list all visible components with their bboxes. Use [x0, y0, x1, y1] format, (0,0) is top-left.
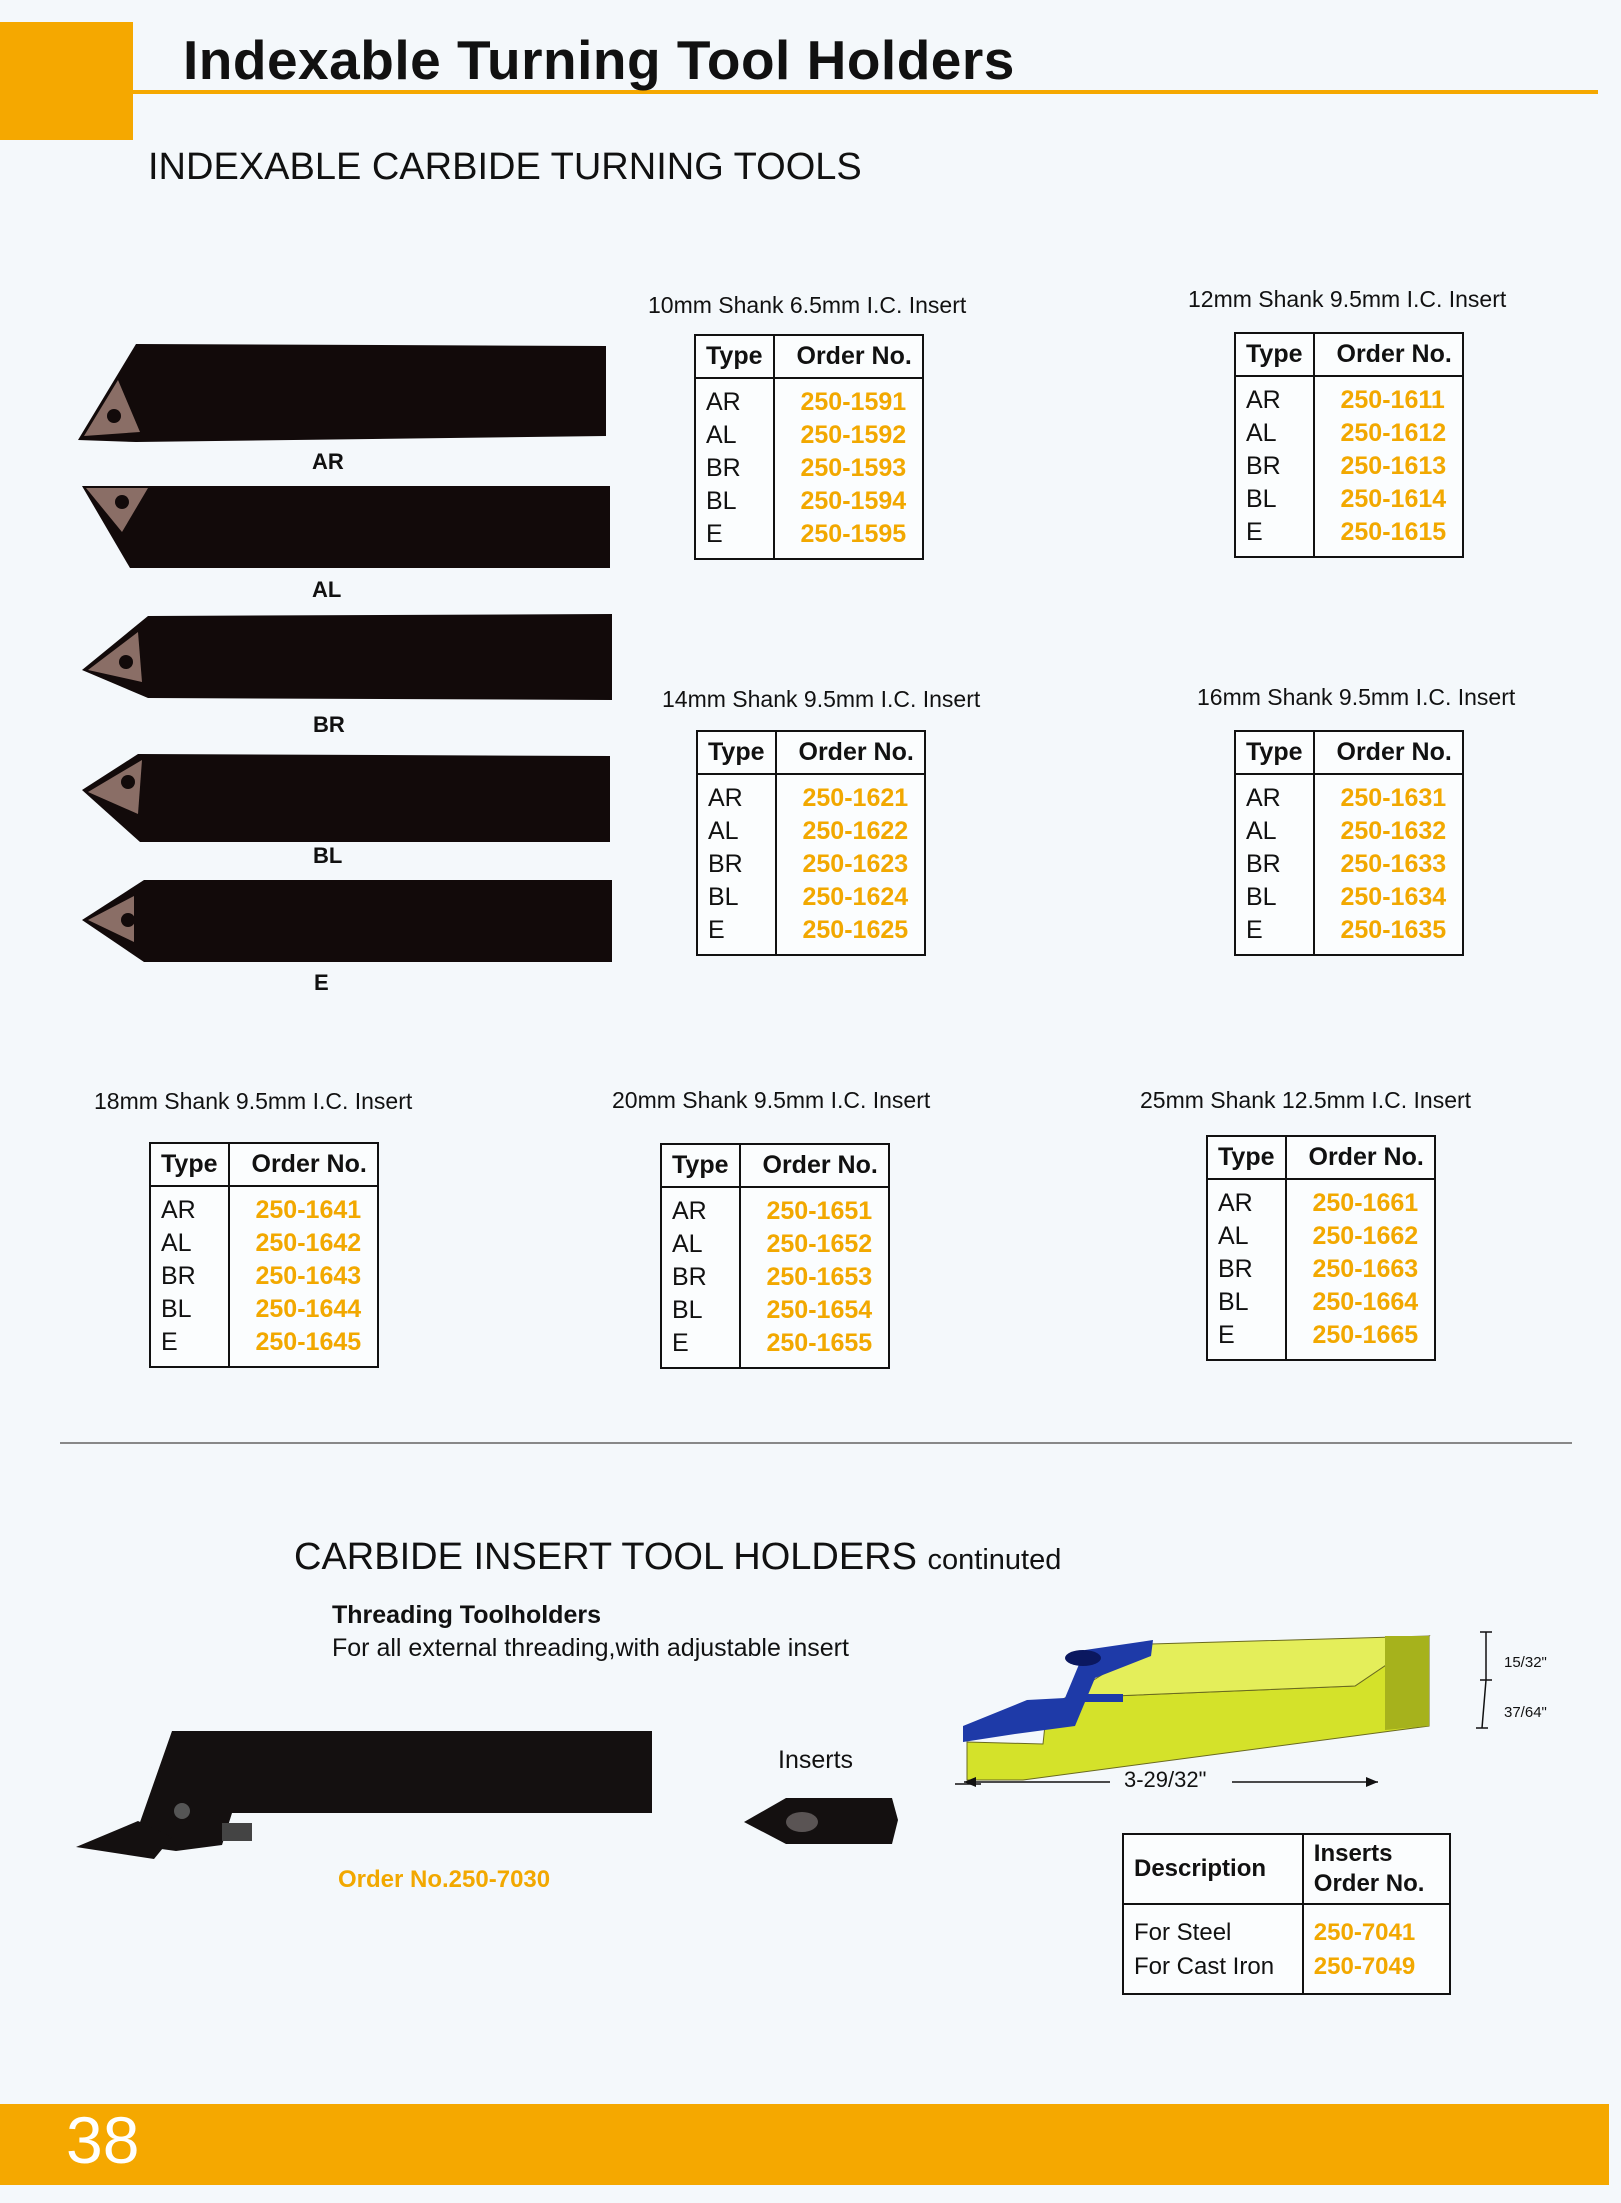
- col-header-order: Order No.: [1314, 731, 1463, 774]
- threading-description: For all external threading,with adjustable insert: [332, 1634, 849, 1662]
- table-caption: 20mm Shank 9.5mm I.C. Insert: [612, 1087, 931, 1113]
- table-row: [1235, 774, 1463, 815]
- type-cell: BR: [695, 452, 774, 485]
- col-header-order: Order No.: [774, 335, 923, 378]
- inserts-label: Inserts: [778, 1746, 854, 1774]
- order-number-cell: 250-1593: [800, 454, 907, 482]
- type-cell: BR: [1207, 1253, 1286, 1286]
- table-row: [150, 1260, 378, 1293]
- order-number-cell: 250-1643: [255, 1262, 362, 1290]
- table-row: [1123, 1950, 1450, 1994]
- order-table: [1234, 730, 1464, 956]
- order-number-cell: 250-1611: [1340, 386, 1445, 414]
- order-number-cell: 250-1652: [766, 1230, 873, 1258]
- section-title: INDEXABLE CARBIDE TURNING TOOLS: [148, 146, 862, 188]
- order-number-cell: 250-1634: [1340, 883, 1447, 911]
- type-cell: BL: [150, 1293, 229, 1326]
- table-row: [1207, 1179, 1435, 1220]
- type-cell: E: [661, 1327, 740, 1368]
- table-row: [1207, 1319, 1435, 1360]
- table-row: [695, 485, 923, 518]
- order-number-cell: 250-1595: [800, 520, 907, 548]
- table-row: [1235, 450, 1463, 483]
- order-number-cell: 250-1621: [802, 784, 909, 812]
- col-header-order: Order No.: [740, 1144, 889, 1187]
- order-table: [1206, 1135, 1436, 1361]
- order-number-cell: 250-1635: [1340, 916, 1447, 944]
- tool-holder-e-image: [82, 876, 617, 966]
- col-header-order: Order No.: [1286, 1136, 1435, 1179]
- header-accent-block: [0, 22, 133, 140]
- description-cell: For Steel: [1123, 1904, 1303, 1950]
- tool-label-ar: AR: [312, 449, 344, 474]
- col-header-order-no: Order No.: [1313, 1870, 1425, 1897]
- table-row: [661, 1327, 889, 1368]
- type-cell: E: [1235, 516, 1314, 557]
- col-header-type: Type: [150, 1143, 229, 1186]
- table-row: [661, 1228, 889, 1261]
- dimension-arrows: [1466, 1630, 1496, 1730]
- type-cell: AL: [661, 1228, 740, 1261]
- type-cell: BL: [1235, 881, 1314, 914]
- type-cell: BL: [695, 485, 774, 518]
- page-number: 38: [66, 2103, 140, 2177]
- order-number-cell: 250-1644: [255, 1295, 362, 1323]
- type-cell: AL: [1207, 1220, 1286, 1253]
- table-row: [695, 419, 923, 452]
- table-row: [1207, 1286, 1435, 1319]
- tool-holder-br-image: [82, 612, 617, 704]
- table-row: [697, 914, 925, 955]
- tool-label-al: AL: [312, 577, 342, 602]
- type-cell: AR: [1235, 376, 1314, 417]
- insert-image: [744, 1792, 900, 1850]
- table-row: [695, 378, 923, 419]
- type-cell: AL: [1235, 417, 1314, 450]
- table-row: [695, 452, 923, 485]
- col-header-type: Type: [697, 731, 776, 774]
- type-cell: AR: [695, 378, 774, 419]
- tool-holder-ar-image: [78, 344, 613, 446]
- table-row: [1235, 914, 1463, 955]
- order-number-cell: 250-1623: [802, 850, 909, 878]
- col-header-description: Description: [1123, 1834, 1303, 1904]
- threading-order-number: Order No.250-7030: [338, 1866, 551, 1893]
- threading-subtitle: Threading Toolholders: [332, 1601, 601, 1629]
- col-header-order: Order No.: [1314, 333, 1463, 376]
- footer-bar: [0, 2104, 1609, 2185]
- table-row: [150, 1293, 378, 1326]
- tool-label-br: BR: [313, 712, 345, 737]
- type-cell: BL: [1235, 483, 1314, 516]
- order-number-cell: 250-1641: [255, 1196, 362, 1224]
- table-row: [661, 1187, 889, 1228]
- type-cell: AL: [697, 815, 776, 848]
- type-cell: AR: [1207, 1179, 1286, 1220]
- table-row: [661, 1294, 889, 1327]
- type-cell: AL: [150, 1227, 229, 1260]
- table-caption: 14mm Shank 9.5mm I.C. Insert: [662, 686, 981, 712]
- type-cell: BL: [661, 1294, 740, 1327]
- tool-label-bl: BL: [313, 843, 343, 868]
- continued-label: continuted: [927, 1544, 1062, 1576]
- type-cell: BR: [150, 1260, 229, 1293]
- order-number-cell: 250-1663: [1312, 1255, 1419, 1283]
- order-number-cell: 250-1653: [766, 1263, 873, 1291]
- order-number-cell: 250-7049: [1313, 1953, 1416, 1980]
- tool-holder-al-image: [82, 482, 617, 572]
- order-number-cell: 250-1645: [255, 1328, 362, 1356]
- table-row: [1207, 1253, 1435, 1286]
- tool-holder-bl-image: [82, 750, 617, 846]
- carbide-title-text: CARBIDE INSERT TOOL HOLDERS: [294, 1536, 917, 1578]
- col-header-inserts: Inserts: [1313, 1840, 1393, 1867]
- threading-toolholder-image: [72, 1727, 662, 1862]
- order-number-cell: 250-1612: [1340, 419, 1447, 447]
- order-number-cell: 250-1664: [1312, 1288, 1419, 1316]
- order-number-cell: 250-1632: [1340, 817, 1447, 845]
- table-row: [1235, 417, 1463, 450]
- dimension-height: 15/32": [1504, 1654, 1547, 1671]
- order-number-cell: 250-1654: [766, 1296, 873, 1324]
- type-cell: BL: [697, 881, 776, 914]
- type-cell: AR: [1235, 774, 1314, 815]
- table-row: [1235, 848, 1463, 881]
- table-row: [1235, 516, 1463, 557]
- order-number-cell: 250-1625: [802, 916, 909, 944]
- col-header-type: Type: [1235, 731, 1314, 774]
- table-row: [1235, 483, 1463, 516]
- order-table: [1234, 332, 1464, 558]
- type-cell: E: [1207, 1319, 1286, 1360]
- type-cell: AR: [661, 1187, 740, 1228]
- order-number-cell: 250-1633: [1340, 850, 1447, 878]
- table-row: [697, 815, 925, 848]
- order-number-cell: 250-1622: [802, 817, 909, 845]
- carbide-section-title: [294, 1536, 1061, 1579]
- order-number-cell: 250-1615: [1340, 518, 1447, 546]
- type-cell: AL: [695, 419, 774, 452]
- type-cell: BR: [1235, 848, 1314, 881]
- order-number-cell: 250-1591: [800, 388, 907, 416]
- order-number-cell: 250-1661: [1312, 1189, 1419, 1217]
- order-number-cell: 250-1662: [1312, 1222, 1419, 1250]
- table-row: [150, 1186, 378, 1227]
- type-cell: BR: [1235, 450, 1314, 483]
- section-divider: [60, 1442, 1572, 1444]
- table-row: [695, 518, 923, 559]
- type-cell: BR: [661, 1261, 740, 1294]
- type-cell: E: [150, 1326, 229, 1367]
- order-number-cell: 250-1614: [1340, 485, 1447, 513]
- table-row: [1235, 376, 1463, 417]
- type-cell: E: [1235, 914, 1314, 955]
- type-cell: AL: [1235, 815, 1314, 848]
- inserts-order-table: [1122, 1833, 1451, 1995]
- col-header-type: Type: [1235, 333, 1314, 376]
- order-number-cell: 250-1624: [802, 883, 909, 911]
- description-cell: For Cast Iron: [1123, 1950, 1303, 1994]
- table-caption: 16mm Shank 9.5mm I.C. Insert: [1197, 684, 1516, 710]
- col-header-order: Order No.: [229, 1143, 378, 1186]
- order-number-cell: 250-1665: [1312, 1321, 1419, 1349]
- order-table: [694, 334, 924, 560]
- col-header-inserts-order: [1303, 1834, 1450, 1904]
- page-title: Indexable Turning Tool Holders: [183, 29, 1015, 91]
- table-row: [697, 881, 925, 914]
- order-number-cell: 250-1592: [800, 421, 907, 449]
- table-row: [150, 1227, 378, 1260]
- table-row: [1235, 881, 1463, 914]
- order-table: [696, 730, 926, 956]
- order-number-cell: 250-1642: [255, 1229, 362, 1257]
- dimension-width: 37/64": [1504, 1704, 1547, 1721]
- order-number-cell: 250-1655: [766, 1329, 873, 1357]
- type-cell: AR: [697, 774, 776, 815]
- type-cell: E: [697, 914, 776, 955]
- type-cell: E: [695, 518, 774, 559]
- table-row: [150, 1326, 378, 1367]
- table-row: [661, 1261, 889, 1294]
- tool-label-e: E: [314, 970, 329, 995]
- table-caption: 18mm Shank 9.5mm I.C. Insert: [94, 1088, 413, 1114]
- col-header-order: Order No.: [776, 731, 925, 774]
- table-caption: 12mm Shank 9.5mm I.C. Insert: [1188, 286, 1507, 312]
- type-cell: BR: [697, 848, 776, 881]
- table-caption: 25mm Shank 12.5mm I.C. Insert: [1140, 1087, 1472, 1113]
- type-cell: BL: [1207, 1286, 1286, 1319]
- order-table: [660, 1143, 890, 1369]
- order-number-cell: 250-1651: [766, 1197, 873, 1225]
- dimension-length: 3-29/32": [1124, 1767, 1207, 1792]
- order-number-cell: 250-7041: [1313, 1919, 1416, 1946]
- col-header-type: Type: [695, 335, 774, 378]
- order-number-cell: 250-1594: [800, 487, 907, 515]
- order-number-cell: 250-1613: [1340, 452, 1447, 480]
- table-row: [1235, 815, 1463, 848]
- table-row: [1207, 1220, 1435, 1253]
- col-header-type: Type: [661, 1144, 740, 1187]
- table-row: [1123, 1904, 1450, 1950]
- col-header-type: Type: [1207, 1136, 1286, 1179]
- table-caption: 10mm Shank 6.5mm I.C. Insert: [648, 292, 967, 318]
- type-cell: AR: [150, 1186, 229, 1227]
- order-number-cell: 250-1631: [1340, 784, 1447, 812]
- order-table: [149, 1142, 379, 1368]
- table-row: [697, 848, 925, 881]
- table-row: [697, 774, 925, 815]
